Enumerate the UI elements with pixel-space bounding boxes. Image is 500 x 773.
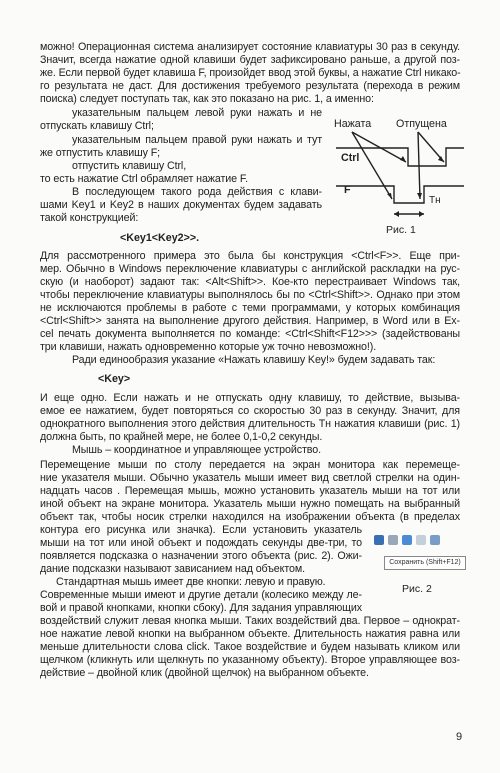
text-line: указательным пальцем левой руки нажать и не xyxy=(72,107,322,119)
text-line: ное нажатие левой кнопки на выбранном объекте. Длительность нажатия равна или xyxy=(40,628,460,640)
text-line: объект так, чтобы носик стрелки находился на изображении объекта (в пределах xyxy=(40,511,460,523)
text-line: меньше длительности слова click. Такое воздействие и будем называть кликом или xyxy=(40,641,460,653)
text-line: скую (и наоборот) задают так: <Alt<Shift>>. Кое-кто перестраивает Windows так, xyxy=(40,276,460,288)
text-line: шами Key1 и Key2 в наших документах будем задавать xyxy=(40,199,322,211)
text-line: cel печать документа выполняется по команде: <Ctrl<Shift<F12>>> (задействованы xyxy=(40,328,460,340)
text-line: Перемещение мыши по столу передается на экран монитора как перемеще- xyxy=(40,459,460,471)
text-line: контура его рисунка или значка). Если установить указатель xyxy=(40,524,362,536)
text-line: надцать часов . Перемещая мышь, можно установить указатель мыши на тот или xyxy=(40,485,460,497)
fig1-timing-diagram xyxy=(328,128,468,238)
text-line: ние указателя мыши. Обычно указатель мыши имеет вид светлой стрелки на один- xyxy=(40,472,460,484)
text-line: чтобы переключение клавиатуры выполнялось бы по <Ctrl<Shift>>. Однако при этом xyxy=(40,289,460,301)
text-line: же. Если первой будет клавиша F, произойдет ввод этой буквы, а нажатие Ctrl никако- xyxy=(40,67,461,79)
text-line: воздействий служит левая кнопка мыши. Таких воздействий два. Первое – однократ- xyxy=(40,615,460,627)
text-line: дание подсказки называют зависанием над объектом. xyxy=(40,563,305,575)
text-line: появляется подсказка о назначении этого объекта (рис. 2). Ожи- xyxy=(40,550,362,562)
text-line: вой и правой кнопками, кнопки сбоку). Для задания управляющих xyxy=(40,602,362,614)
text-line: Для рассмотренного примера это была бы конструкция <Ctrl<F>>. Еще при- xyxy=(40,250,460,262)
text-line: отпускать клавишу Ctrl; xyxy=(40,120,154,132)
text-line: три клавиши, нажать одновременно которые уж точно невозможно!). xyxy=(40,341,377,353)
fig1-label-release: Отпущена xyxy=(396,118,447,130)
fig2-tooltip: Сохранить (Shift+F12) xyxy=(384,556,466,570)
text-line: можно! Операционная система анализирует состояние клавиатуры 30 раз в секунду. xyxy=(40,41,460,53)
text-line: И еще одно. Если нажать и не отпускать одну клавишу, то действие, вызыва- xyxy=(40,392,460,404)
fig1-ctrl-wave xyxy=(336,148,464,166)
code-construction: <Key1<Key2>>. xyxy=(120,232,200,244)
text-line: должна быть, по крайней мере, не более 0,1-0,2 секунды. xyxy=(40,431,323,443)
text-line: емое ее нажатием, будет повторяться со скоростью 30 раз в секунду. Значит, для xyxy=(40,405,460,417)
print-icon xyxy=(388,535,398,545)
redo-icon xyxy=(416,535,426,545)
fig1-label-th: Tн xyxy=(429,195,441,206)
text-line: мер. Обычно в Windows переключение клавиатуры с английской раскладки на рус- xyxy=(40,263,460,275)
text-line: отпустить клавишу Ctrl, xyxy=(72,160,187,172)
code-key: <Key> xyxy=(98,373,131,385)
text-line: не исключаются проблемы в работе с теми программами, у которых комбинация xyxy=(40,302,460,314)
text-line: Современные мыши имеют и другие детали (колесико между ле- xyxy=(40,589,362,601)
fig1-f-wave xyxy=(336,186,464,203)
text-line: указательным пальцем правой руки нажать и тут xyxy=(72,134,322,146)
text-line: Стандартная мышь имеет две кнопки: левую и правую. xyxy=(56,576,326,588)
fig1-label-ctrl: Ctrl xyxy=(341,152,360,164)
text-line: однократного выполнения этого действия длительность Tн нажатия клавиши (рис. 1) xyxy=(40,418,460,430)
text-line: Мышь – координатное и управляющее устройство. xyxy=(72,444,321,456)
undo-icon xyxy=(402,535,412,545)
text-line: Ради единообразия указание «Нажать клавишу Key!» будем задавать так: xyxy=(72,354,436,366)
fig2-caption: Рис. 2 xyxy=(402,583,432,595)
save-icon xyxy=(374,535,384,545)
customize-icon xyxy=(430,535,440,545)
page-number: 9 xyxy=(456,731,463,743)
text-line: такой конструкцией: xyxy=(40,212,139,224)
fig1-caption: Рис. 1 xyxy=(386,224,416,236)
text-line: же отпустить клавишу F; xyxy=(40,147,161,159)
text-line: иной объект на экране монитора. Указатель мыши нужно помещать на выбранный xyxy=(40,498,460,510)
text-line: то есть нажатие Ctrl обрамляет нажатие F. xyxy=(40,173,248,185)
text-line: щелчком (кликнуть или щелкнуть по указанному объекту). Второе управляющее воз- xyxy=(40,654,460,666)
text-line: <Ctrl<Shift>> занята на выполнение другого действия. Например, в Word или в Ex- xyxy=(40,315,460,327)
text-line: действие – двойной клик (двойной щелчок) на выбранном объекте. xyxy=(40,667,369,679)
text-line: поиска) следует поступать так, как это показано на рис. 1, а именно: xyxy=(40,93,374,105)
text-line: Значит, всегда нажатие одной клавиши будет зафиксировано раньше, а другой поз- xyxy=(40,54,460,66)
fig1-label-f: F xyxy=(344,184,351,196)
fig1-label-press: Нажата xyxy=(334,118,372,130)
text-line: В последующем такого рода действия с клави- xyxy=(72,186,322,198)
text-line: мыши на тот или иной объект и подождать секунды две-три, то xyxy=(40,537,362,549)
text-line: го результата не даст. Для достижения требуемого результата (перехода в режим xyxy=(40,80,460,92)
